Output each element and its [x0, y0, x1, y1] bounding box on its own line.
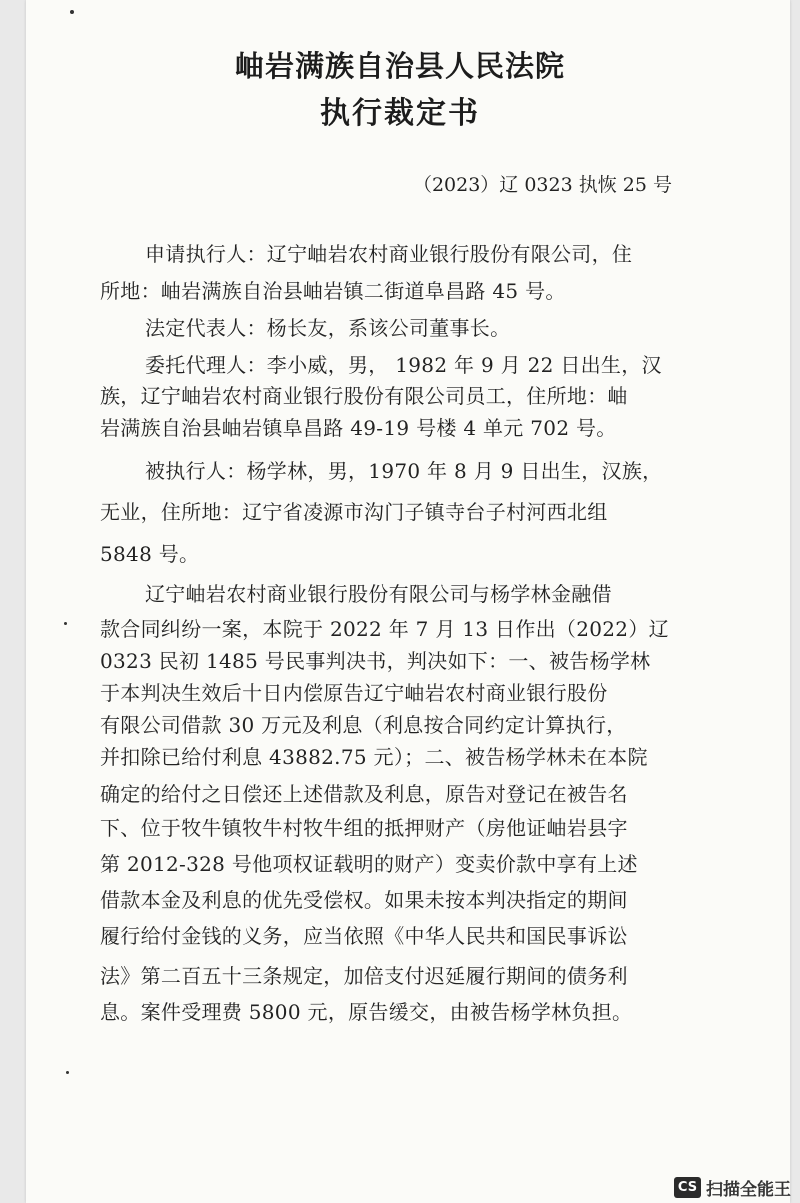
- body-line: 并扣除已给付利息 43882.75 元）；二、被告杨学林未在本院: [100, 745, 648, 769]
- case-number: （2023）辽 0323 执恢 25 号: [412, 174, 672, 196]
- body-line: 法定代表人：杨长友，系该公司董事长。: [145, 316, 511, 340]
- scan-speck: [70, 10, 74, 14]
- body-line: 委托代理人：李小威，男， 1982 年 9 月 22 日出生，汉: [145, 353, 662, 377]
- court-name: 岫岩满族自治县人民法院: [234, 49, 565, 83]
- body-line: 5848 号。: [100, 542, 200, 566]
- body-line: 法》第二百五十三条规定，加倍支付迟延履行期间的债务利: [100, 964, 628, 988]
- body-line: 被执行人：杨学林，男，1970 年 8 月 9 日出生，汉族，: [145, 459, 663, 483]
- body-line: 息。案件受理费 5800 元，原告缓交，由被告杨学林负担。: [100, 1000, 633, 1024]
- camscanner-logo-icon: CS: [674, 1177, 701, 1198]
- scan-speck: [66, 1071, 69, 1074]
- body-line: 申请执行人：辽宁岫岩农村商业银行股份有限公司，住: [145, 242, 633, 266]
- body-line: 无业，住所地：辽宁省凌源市沟门子镇寺台子村河西北组: [100, 500, 608, 524]
- body-line: 下、位于牧牛镇牧牛村牧牛组的抵押财产（房他证岫岩县字: [100, 816, 628, 840]
- body-line: 款合同纠纷一案，本院于 2022 年 7 月 13 日作出（2022）辽: [100, 617, 669, 641]
- body-line: 第 2012-328 号他项权证载明的财产）变卖价款中享有上述: [100, 852, 638, 876]
- body-line: 岩满族自治县岫岩镇阜昌路 49-19 号楼 4 单元 702 号。: [100, 416, 617, 440]
- body-line: 有限公司借款 30 万元及利息（利息按合同约定计算执行，: [100, 713, 627, 737]
- scan-speck: [64, 622, 67, 625]
- body-line: 族，辽宁岫岩农村商业银行股份有限公司员工，住所地：岫: [100, 384, 628, 408]
- scanner-watermark: [672, 1172, 800, 1203]
- body-line: 所地：岫岩满族自治县岫岩镇二街道阜昌路 45 号。: [100, 279, 566, 303]
- body-line: 借款本金及利息的优先受偿权。如果未按本判决指定的期间: [100, 888, 628, 912]
- body-line: 辽宁岫岩农村商业银行股份有限公司与杨学林金融借: [145, 582, 612, 606]
- body-line: 确定的给付之日偿还上述借款及利息，原告对登记在被告名: [100, 782, 628, 806]
- body-line: 0323 民初 1485 号民事判决书，判决如下：一、被告杨学林: [100, 649, 651, 673]
- body-line: 履行给付金钱的义务，应当依照《中华人民共和国民事诉讼: [100, 924, 628, 948]
- body-line: 于本判决生效后十日内偿原告辽宁岫岩农村商业银行股份: [100, 681, 608, 705]
- document-title: 执行裁定书: [320, 96, 480, 131]
- scanner-app-name: 扫描全能王: [706, 1180, 791, 1200]
